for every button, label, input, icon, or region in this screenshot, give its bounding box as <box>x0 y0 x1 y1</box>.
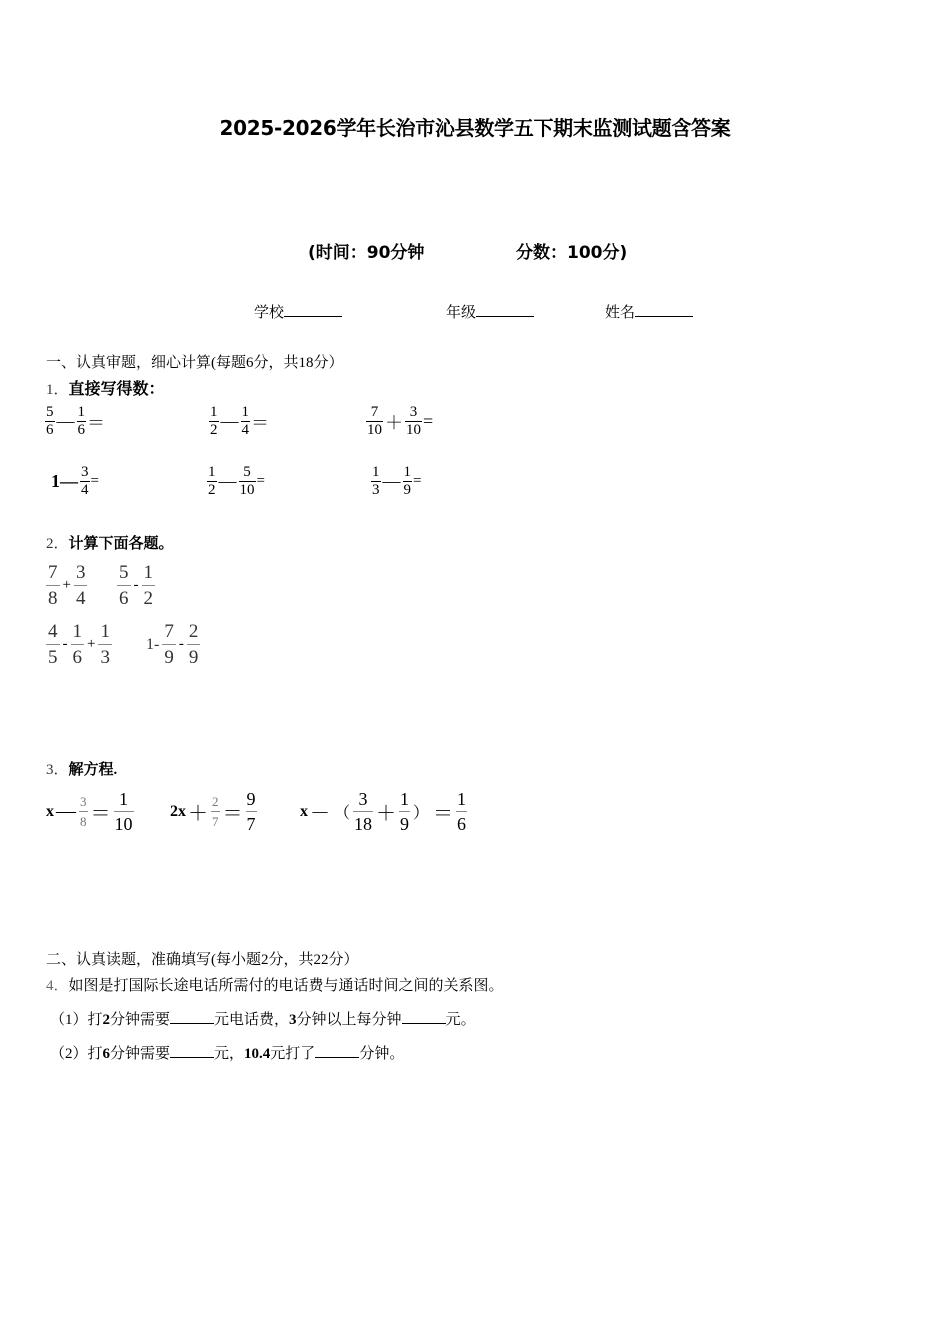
denominator: 8 <box>80 814 87 829</box>
denominator: 9 <box>164 647 174 668</box>
operator: — <box>56 800 76 822</box>
operator: — <box>56 411 75 431</box>
leading-term: 1- <box>146 635 160 653</box>
answer-blank-4[interactable] <box>315 1044 359 1058</box>
number: 2 <box>102 1012 111 1028</box>
denominator: 10 <box>239 482 255 498</box>
q2-text: 计算下面各题。 <box>68 536 174 552</box>
variable: 2x <box>170 802 186 820</box>
denominator: 4 <box>75 588 86 609</box>
q2-item-2 <box>116 563 156 608</box>
numerator: 1 <box>372 464 380 480</box>
text: 元， <box>214 1046 245 1062</box>
q3-equation-1 <box>46 790 135 833</box>
denominator: 4 <box>241 422 249 438</box>
q2-item-3 <box>45 622 113 667</box>
q1-item-4 <box>50 465 99 498</box>
q2-number: 2． <box>46 536 69 552</box>
text: 元。 <box>445 1012 476 1028</box>
operator: ＋ <box>188 803 208 825</box>
equals: = <box>256 473 265 489</box>
q1-number: 1． <box>46 382 69 398</box>
denominator: 7 <box>246 814 256 834</box>
equals: ＝ <box>90 803 111 825</box>
q1-item-1 <box>44 405 105 438</box>
numerator: 5 <box>119 562 129 583</box>
text: （1）打 <box>50 1012 103 1028</box>
numerator: 1 <box>100 621 110 642</box>
numerator: 7 <box>370 404 379 420</box>
grade-blank[interactable] <box>476 302 534 317</box>
numerator: 1 <box>400 789 410 809</box>
q4-text: 如图是打国际长途电话所需付的电话费与通话时间之间的关系图。 <box>68 978 504 994</box>
operator: — <box>382 471 401 491</box>
left-paren: （ <box>334 805 351 822</box>
q1-item-6 <box>370 465 421 498</box>
right-paren: ） <box>413 805 430 822</box>
numerator: 3 <box>409 404 418 420</box>
numerator: 1 <box>72 621 82 642</box>
denominator: 9 <box>188 647 199 668</box>
section2-heading: 二、认真读题，准确填写(每小题2分，共22分） <box>46 952 359 968</box>
answer-blank-1[interactable] <box>170 1010 214 1024</box>
answer-blank-2[interactable] <box>402 1010 446 1024</box>
variable: x <box>300 802 308 820</box>
total-score: 分数：100分) <box>516 243 628 263</box>
equals: = <box>413 473 422 489</box>
equals: = <box>90 473 99 489</box>
number: 10.4 <box>244 1046 271 1062</box>
q1-text: 直接写得数： <box>68 381 165 398</box>
denominator: 5 <box>48 647 58 668</box>
denominator: 2 <box>143 588 153 609</box>
leading-term: 1— <box>51 471 78 491</box>
operator: ＋ <box>385 412 403 433</box>
text: （2）打 <box>50 1046 103 1062</box>
numerator: 1 <box>210 404 218 420</box>
numerator: 7 <box>164 621 174 642</box>
denominator: 3 <box>100 647 110 668</box>
numerator: 1 <box>403 464 411 480</box>
operator: - <box>133 577 139 593</box>
denominator: 8 <box>48 588 58 609</box>
answer-blank-3[interactable] <box>170 1044 214 1058</box>
section1-heading: 一、认真审题，细心计算(每题6分，共18分） <box>46 355 344 371</box>
denominator: 6 <box>46 422 54 438</box>
denominator: 7 <box>212 814 219 829</box>
numerator: 3 <box>80 794 87 809</box>
q3-text: 解方程. <box>68 762 118 778</box>
numerator: 1 <box>208 464 216 480</box>
numerator: 9 <box>246 789 256 809</box>
numerator: 3 <box>358 789 368 809</box>
numerator: 5 <box>46 404 54 420</box>
operator: + <box>87 636 96 652</box>
q4-number: 4． <box>46 978 69 994</box>
numerator: 1 <box>457 789 467 809</box>
q4-heading <box>46 974 504 995</box>
q3-equation-3 <box>300 790 468 833</box>
denominator: 9 <box>403 482 411 498</box>
q3-heading <box>46 758 117 779</box>
text: 分钟。 <box>359 1046 405 1062</box>
denominator: 6 <box>119 588 129 609</box>
number: 6 <box>102 1046 111 1062</box>
denominator: 2 <box>208 482 216 498</box>
denominator: 4 <box>81 482 89 498</box>
q3-equation-2 <box>170 790 258 833</box>
operator: — <box>218 471 237 491</box>
text: 元电话费， <box>214 1012 290 1028</box>
equals: ＝ <box>251 412 269 433</box>
number: 3 <box>289 1012 297 1028</box>
operator: + <box>62 577 71 593</box>
school-label: 学校 <box>254 303 285 321</box>
denominator: 10 <box>367 422 382 438</box>
equals: ＝ <box>87 412 105 433</box>
text: 分钟以上每分钟 <box>296 1012 402 1028</box>
school-blank[interactable] <box>284 302 342 317</box>
time-limit: (时间：90分钟 <box>308 243 425 263</box>
numerator: 5 <box>243 464 251 480</box>
q4-sub1 <box>50 1008 476 1029</box>
q1-item-3 <box>365 405 433 438</box>
q2-heading <box>46 532 174 553</box>
denominator: 10 <box>114 814 133 834</box>
equals: ＝ <box>433 803 454 825</box>
grade-label: 年级 <box>446 303 477 321</box>
text: 元打了 <box>270 1046 316 1062</box>
numerator: 2 <box>212 794 219 809</box>
denominator: 6 <box>77 422 85 438</box>
numerator: 1 <box>77 404 85 420</box>
grade-field[interactable] <box>446 301 534 322</box>
variable: x <box>46 802 54 820</box>
q2-item-1 <box>45 563 88 608</box>
denominator: 2 <box>210 422 218 438</box>
operator: ＋ <box>376 803 397 825</box>
operator: - <box>178 636 184 652</box>
q4-sub2 <box>50 1042 404 1063</box>
q1-item-5 <box>206 465 265 498</box>
numerator: 1 <box>241 404 249 420</box>
numerator: 4 <box>48 621 58 642</box>
denominator: 18 <box>354 814 373 834</box>
denominator: 6 <box>72 647 82 668</box>
numerator: 2 <box>188 621 199 642</box>
numerator: 7 <box>48 562 58 583</box>
operator: － <box>310 803 330 825</box>
school-field[interactable] <box>254 301 342 322</box>
name-label: 姓名 <box>605 303 636 321</box>
equals: = <box>423 411 434 431</box>
operator: - <box>62 636 68 652</box>
numerator: 1 <box>143 562 153 583</box>
denominator: 6 <box>457 814 467 834</box>
name-blank[interactable] <box>635 302 693 317</box>
numerator: 3 <box>75 562 86 583</box>
operator: — <box>220 411 239 431</box>
text: 分钟需要 <box>110 1012 171 1028</box>
q1-item-2 <box>208 405 269 438</box>
equals: ＝ <box>222 803 243 825</box>
numerator: 1 <box>119 789 128 809</box>
document-title: 2025-2026学年长治市沁县数学五下期末监测试题含答案 <box>219 116 731 140</box>
q2-item-4 <box>144 622 201 667</box>
denominator: 10 <box>406 422 421 438</box>
q1-heading <box>46 376 165 399</box>
q3-number: 3． <box>46 762 69 778</box>
numerator: 3 <box>81 464 89 480</box>
denominator: 3 <box>372 482 380 498</box>
name-field[interactable] <box>605 301 693 322</box>
text: 分钟需要 <box>110 1046 171 1062</box>
denominator: 9 <box>400 814 410 834</box>
